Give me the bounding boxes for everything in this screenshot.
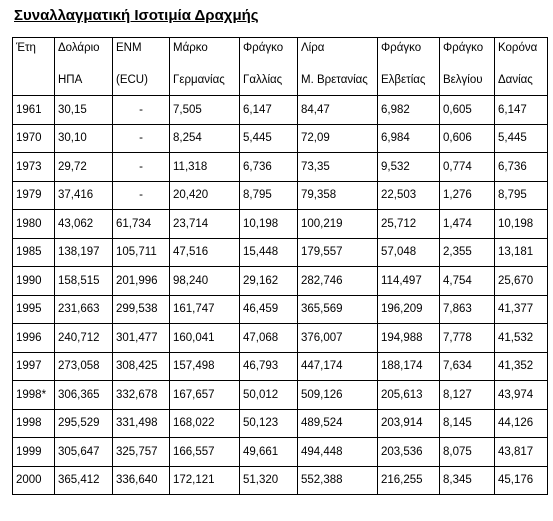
column-header-year bbox=[13, 38, 55, 96]
table-cell-gbp: 72,09 bbox=[298, 124, 378, 153]
table-row bbox=[13, 267, 548, 296]
table-cell-ecu: - bbox=[113, 96, 170, 125]
column-header-line: Μάρκο bbox=[173, 42, 208, 54]
table-cell-bef: 8,075 bbox=[440, 438, 495, 467]
table-cell-bef: 0,606 bbox=[440, 124, 495, 153]
table-row bbox=[13, 295, 548, 324]
table-cell-gbp: 84,47 bbox=[298, 96, 378, 125]
table-cell-dem: 167,657 bbox=[170, 381, 240, 410]
table-cell-gbp: 100,219 bbox=[298, 210, 378, 239]
table-cell-dkk: 41,532 bbox=[495, 324, 548, 353]
column-header-bef bbox=[440, 38, 495, 96]
table-row bbox=[13, 153, 548, 182]
table-cell-usd: 231,663 bbox=[55, 295, 113, 324]
table-cell-year: 1973 bbox=[13, 153, 55, 182]
table-cell-bef: 8,345 bbox=[440, 466, 495, 495]
table-cell-ecu: 301,477 bbox=[113, 324, 170, 353]
table-cell-frf: 50,012 bbox=[240, 381, 298, 410]
table-cell-dem: 172,121 bbox=[170, 466, 240, 495]
table-cell-year: 1997 bbox=[13, 352, 55, 381]
table-row bbox=[13, 324, 548, 353]
table-cell-frf: 5,445 bbox=[240, 124, 298, 153]
table-row bbox=[13, 124, 548, 153]
column-header-line: Φράγκο bbox=[443, 42, 484, 54]
table-cell-ecu: 325,757 bbox=[113, 438, 170, 467]
column-header-line: Κορόνα bbox=[498, 42, 538, 54]
table-cell-chf: 22,503 bbox=[378, 181, 440, 210]
table-cell-bef: 8,145 bbox=[440, 409, 495, 438]
table-cell-bef: 7,778 bbox=[440, 324, 495, 353]
column-header-line: (ECU) bbox=[116, 74, 148, 86]
table-row bbox=[13, 210, 548, 239]
column-header-line: Δανίας bbox=[498, 74, 533, 86]
table-cell-chf: 194,988 bbox=[378, 324, 440, 353]
table-cell-dem: 157,498 bbox=[170, 352, 240, 381]
table-cell-dkk: 10,198 bbox=[495, 210, 548, 239]
table-cell-chf: 203,914 bbox=[378, 409, 440, 438]
column-header-line: Βελγίου bbox=[443, 74, 483, 86]
table-cell-year: 1961 bbox=[13, 96, 55, 125]
table-cell-gbp: 552,388 bbox=[298, 466, 378, 495]
table-cell-year: 1980 bbox=[13, 210, 55, 239]
table-cell-dem: 47,516 bbox=[170, 238, 240, 267]
table-cell-dem: 20,420 bbox=[170, 181, 240, 210]
column-header-dem bbox=[170, 38, 240, 96]
table-cell-ecu: 61,734 bbox=[113, 210, 170, 239]
table-cell-frf: 50,123 bbox=[240, 409, 298, 438]
table-cell-chf: 205,613 bbox=[378, 381, 440, 410]
table-cell-chf: 6,984 bbox=[378, 124, 440, 153]
table-cell-dkk: 44,126 bbox=[495, 409, 548, 438]
table-cell-year: 1990 bbox=[13, 267, 55, 296]
table-cell-bef: 2,355 bbox=[440, 238, 495, 267]
table-cell-dem: 23,714 bbox=[170, 210, 240, 239]
table-cell-frf: 46,459 bbox=[240, 295, 298, 324]
table-row bbox=[13, 409, 548, 438]
table-cell-frf: 10,198 bbox=[240, 210, 298, 239]
table-cell-year: 1999 bbox=[13, 438, 55, 467]
column-header-line: Φράγκο bbox=[243, 42, 284, 54]
table-cell-gbp: 376,007 bbox=[298, 324, 378, 353]
column-header-line: ΕΝΜ bbox=[116, 42, 142, 54]
table-cell-dkk: 45,176 bbox=[495, 466, 548, 495]
table-cell-dem: 98,240 bbox=[170, 267, 240, 296]
table-cell-dkk: 13,181 bbox=[495, 238, 548, 267]
table-cell-ecu: 308,425 bbox=[113, 352, 170, 381]
column-header-line: Δολάριο bbox=[58, 42, 100, 54]
table-cell-dem: 166,557 bbox=[170, 438, 240, 467]
table-cell-chf: 6,982 bbox=[378, 96, 440, 125]
column-header-ecu bbox=[113, 38, 170, 96]
table-row bbox=[13, 96, 548, 125]
table-cell-frf: 46,793 bbox=[240, 352, 298, 381]
table-cell-bef: 7,863 bbox=[440, 295, 495, 324]
table-cell-ecu: - bbox=[113, 181, 170, 210]
table-cell-chf: 25,712 bbox=[378, 210, 440, 239]
table-cell-dem: 8,254 bbox=[170, 124, 240, 153]
table-cell-year: 1996 bbox=[13, 324, 55, 353]
table-cell-gbp: 179,557 bbox=[298, 238, 378, 267]
table-cell-usd: 138,197 bbox=[55, 238, 113, 267]
table-header bbox=[13, 38, 548, 96]
table-cell-ecu: 332,678 bbox=[113, 381, 170, 410]
column-header-line: Γερμανίας bbox=[173, 74, 225, 86]
table-row bbox=[13, 181, 548, 210]
table-cell-ecu: 331,498 bbox=[113, 409, 170, 438]
column-header-line: Έτη bbox=[16, 42, 36, 54]
table-cell-dkk: 5,445 bbox=[495, 124, 548, 153]
table-cell-dkk: 41,352 bbox=[495, 352, 548, 381]
table-cell-bef: 0,605 bbox=[440, 96, 495, 125]
column-header-line: Φράγκο bbox=[381, 42, 422, 54]
table-cell-frf: 8,795 bbox=[240, 181, 298, 210]
table-cell-gbp: 79,358 bbox=[298, 181, 378, 210]
table-cell-usd: 29,72 bbox=[55, 153, 113, 182]
exchange-rate-table bbox=[12, 37, 548, 495]
table-cell-year: 2000 bbox=[13, 466, 55, 495]
table-cell-chf: 9,532 bbox=[378, 153, 440, 182]
table-row bbox=[13, 381, 548, 410]
table-cell-ecu: 299,538 bbox=[113, 295, 170, 324]
table-cell-frf: 49,661 bbox=[240, 438, 298, 467]
table-cell-dkk: 25,670 bbox=[495, 267, 548, 296]
table-cell-gbp: 489,524 bbox=[298, 409, 378, 438]
column-header-frf bbox=[240, 38, 298, 96]
table-cell-frf: 6,736 bbox=[240, 153, 298, 182]
table-cell-bef: 8,127 bbox=[440, 381, 495, 410]
table-cell-dem: 7,505 bbox=[170, 96, 240, 125]
table-cell-chf: 57,048 bbox=[378, 238, 440, 267]
table-cell-chf: 188,174 bbox=[378, 352, 440, 381]
table-cell-usd: 30,10 bbox=[55, 124, 113, 153]
column-header-chf bbox=[378, 38, 440, 96]
column-header-line: Γαλλίας bbox=[243, 74, 283, 86]
table-cell-usd: 305,647 bbox=[55, 438, 113, 467]
table-cell-year: 1995 bbox=[13, 295, 55, 324]
document-title: Συναλλαγματική Ισοτιμία Δραχμής bbox=[14, 7, 259, 24]
column-header-line: Ελβετίας bbox=[381, 74, 426, 86]
table-cell-usd: 273,058 bbox=[55, 352, 113, 381]
column-header-line: ΗΠΑ bbox=[58, 74, 83, 86]
table-cell-gbp: 494,448 bbox=[298, 438, 378, 467]
table-body bbox=[13, 96, 548, 495]
table-cell-gbp: 73,35 bbox=[298, 153, 378, 182]
table-cell-chf: 114,497 bbox=[378, 267, 440, 296]
column-header-usd bbox=[55, 38, 113, 96]
table-cell-frf: 47,068 bbox=[240, 324, 298, 353]
table-cell-dkk: 8,795 bbox=[495, 181, 548, 210]
table-cell-gbp: 447,174 bbox=[298, 352, 378, 381]
table-cell-bef: 1,474 bbox=[440, 210, 495, 239]
table-cell-frf: 51,320 bbox=[240, 466, 298, 495]
table-cell-frf: 29,162 bbox=[240, 267, 298, 296]
table-cell-dkk: 41,377 bbox=[495, 295, 548, 324]
column-header-dkk bbox=[495, 38, 548, 96]
table-cell-dkk: 43,974 bbox=[495, 381, 548, 410]
table-cell-gbp: 282,746 bbox=[298, 267, 378, 296]
table-cell-dem: 161,747 bbox=[170, 295, 240, 324]
table-cell-frf: 6,147 bbox=[240, 96, 298, 125]
table-cell-gbp: 509,126 bbox=[298, 381, 378, 410]
table-cell-usd: 295,529 bbox=[55, 409, 113, 438]
table-cell-ecu: - bbox=[113, 153, 170, 182]
table-row bbox=[13, 438, 548, 467]
table-cell-year: 1970 bbox=[13, 124, 55, 153]
column-header-line: Μ. Βρετανίας bbox=[301, 74, 368, 86]
table-cell-year: 1998* bbox=[13, 381, 55, 410]
table-row bbox=[13, 352, 548, 381]
table-cell-chf: 216,255 bbox=[378, 466, 440, 495]
table-cell-dem: 11,318 bbox=[170, 153, 240, 182]
table-cell-dem: 168,022 bbox=[170, 409, 240, 438]
table-cell-dem: 160,041 bbox=[170, 324, 240, 353]
table-cell-ecu: 201,996 bbox=[113, 267, 170, 296]
table-cell-usd: 158,515 bbox=[55, 267, 113, 296]
table-cell-usd: 365,412 bbox=[55, 466, 113, 495]
table-cell-usd: 240,712 bbox=[55, 324, 113, 353]
table-cell-usd: 37,416 bbox=[55, 181, 113, 210]
table-cell-chf: 196,209 bbox=[378, 295, 440, 324]
column-header-line: Λίρα bbox=[301, 42, 325, 54]
table-cell-gbp: 365,569 bbox=[298, 295, 378, 324]
table-cell-bef: 0,774 bbox=[440, 153, 495, 182]
table-row bbox=[13, 238, 548, 267]
table-cell-usd: 306,365 bbox=[55, 381, 113, 410]
table-cell-dkk: 6,147 bbox=[495, 96, 548, 125]
table-cell-dkk: 43,817 bbox=[495, 438, 548, 467]
table-cell-chf: 203,536 bbox=[378, 438, 440, 467]
table-cell-bef: 1,276 bbox=[440, 181, 495, 210]
table-cell-year: 1998 bbox=[13, 409, 55, 438]
table-cell-year: 1979 bbox=[13, 181, 55, 210]
table-cell-bef: 7,634 bbox=[440, 352, 495, 381]
column-header-gbp bbox=[298, 38, 378, 96]
table-cell-bef: 4,754 bbox=[440, 267, 495, 296]
header-row bbox=[13, 38, 548, 96]
table-cell-ecu: 105,711 bbox=[113, 238, 170, 267]
table-cell-ecu: 336,640 bbox=[113, 466, 170, 495]
table-cell-usd: 30,15 bbox=[55, 96, 113, 125]
table-cell-frf: 15,448 bbox=[240, 238, 298, 267]
table-row bbox=[13, 466, 548, 495]
table-cell-ecu: - bbox=[113, 124, 170, 153]
table-cell-usd: 43,062 bbox=[55, 210, 113, 239]
table-cell-dkk: 6,736 bbox=[495, 153, 548, 182]
table-cell-year: 1985 bbox=[13, 238, 55, 267]
